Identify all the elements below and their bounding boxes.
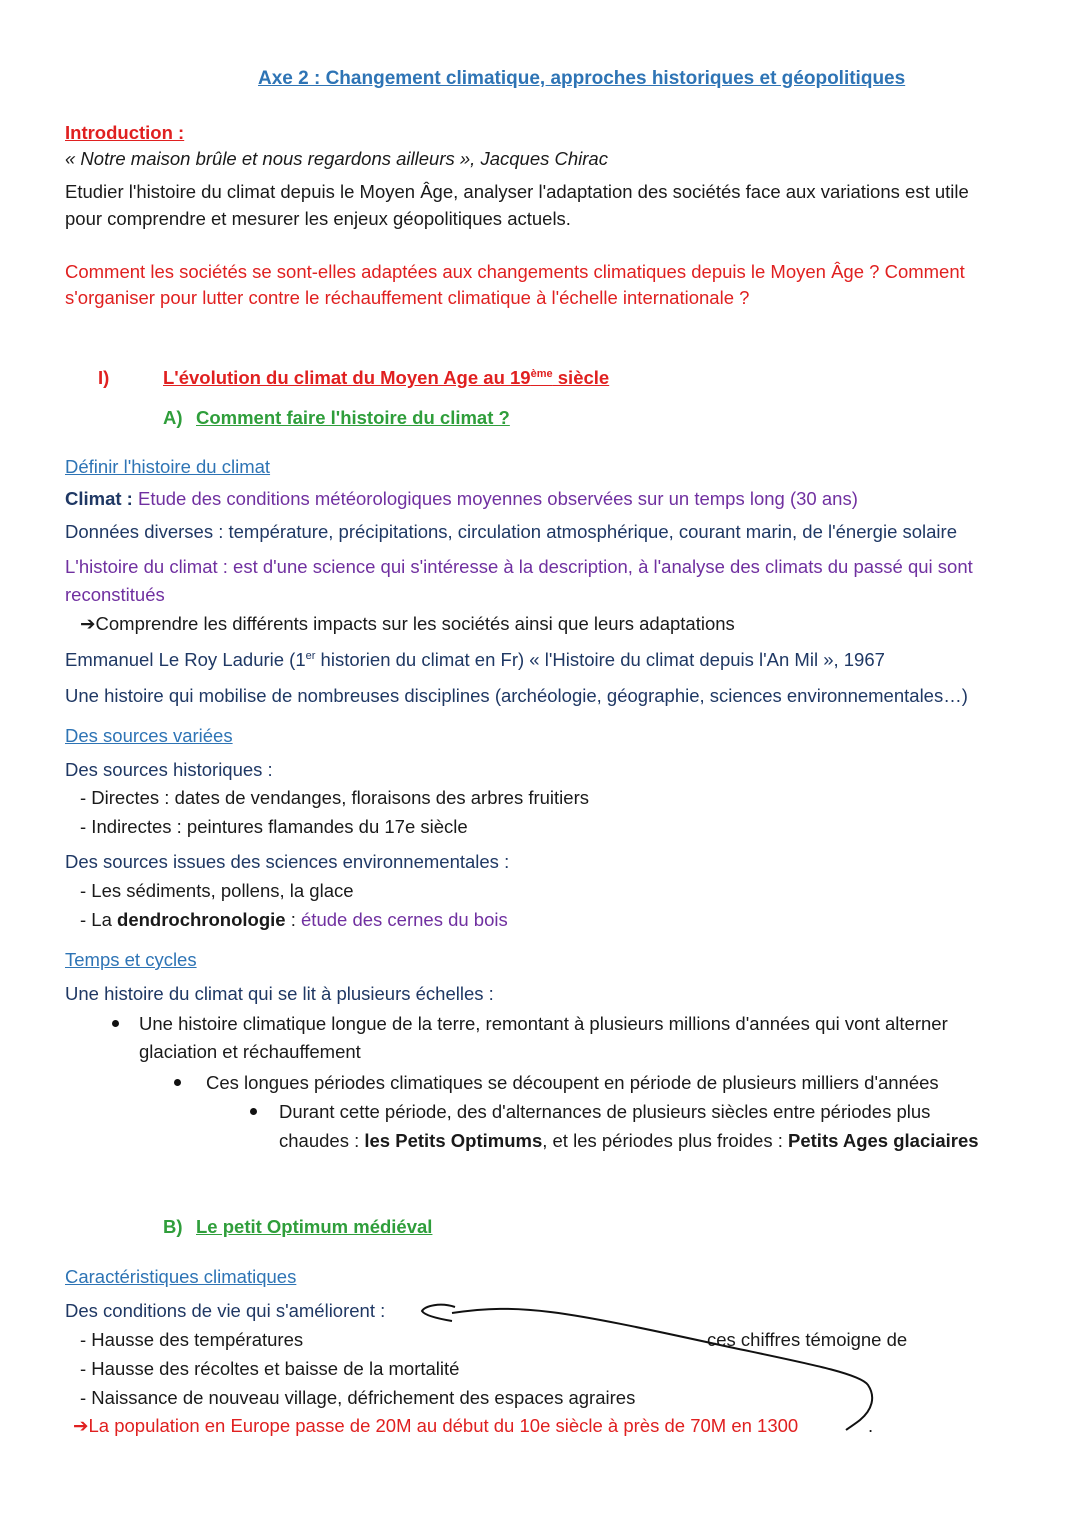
- sources-environnementales: Des sources issues des sciences environnementales :: [65, 851, 510, 872]
- conditions-line: Des conditions de vie qui s'améliorent :: [65, 1300, 386, 1321]
- intro-paragraph-line1: Etudier l'histoire du climat depuis le Moyen Âge, analyser l'adaptation des sociétés face aux variations est utile: [65, 181, 969, 202]
- subA-title: Comment faire l'histoire du climat ?: [196, 407, 510, 428]
- dendro-line: - La dendrochronologie : étude des cernes du bois: [80, 909, 508, 930]
- section-heading-sources: Des sources variées: [65, 725, 233, 746]
- population-line: ➔La population en Europe passe de 20M au début du 10e siècle à près de 70M en 1300: [73, 1415, 799, 1436]
- comprendre-line: ➔Comprendre les différents impacts sur les sociétés ainsi que leurs adaptations: [80, 613, 735, 634]
- subB-letter: B): [163, 1216, 183, 1237]
- arrow-right-icon: ➔: [80, 613, 96, 634]
- sources-directes: - Directes : dates de vendanges, floraisons des arbres fruitiers: [80, 787, 589, 808]
- part1-numeral: I): [98, 367, 110, 388]
- trailing-period: .: [868, 1415, 874, 1436]
- bullet3-line2: chaudes : les Petits Optimums, et les périodes plus froides : Petits Ages glaciaires: [279, 1130, 979, 1151]
- bullet2-line: Ces longues périodes climatiques se découpent en période de plusieurs milliers d'années: [206, 1072, 939, 1093]
- hausse-recoltes: - Hausse des récoltes et baisse de la mortalité: [80, 1358, 460, 1379]
- sources-sediments: - Les sédiments, pollens, la glace: [80, 880, 354, 901]
- handwritten-annotation: ces chiffres témoigne de: [707, 1329, 908, 1350]
- naissance-villages: - Naissance de nouveau village, défrichement des espaces agraires: [80, 1387, 636, 1408]
- histoire-line2: reconstitués: [65, 584, 165, 605]
- section-heading-caracteristiques: Caractéristiques climatiques: [65, 1266, 297, 1287]
- sources-historiques: Des sources historiques :: [65, 759, 273, 780]
- subA-letter: A): [163, 407, 183, 428]
- histoire-line1: L'histoire du climat : est d'une science qui s'intéresse à la description, à l'analyse des climats du passé qui sont: [65, 556, 973, 577]
- problem-line1: Comment les sociétés se sont-elles adaptées aux changements climatiques depuis le Moyen Âge ? Comment: [65, 261, 965, 282]
- hausse-temperatures: - Hausse des températures: [80, 1329, 304, 1350]
- bullet3-line1: Durant cette période, des d'alternances de plusieurs siècles entre périodes plus: [279, 1101, 931, 1122]
- bullet1-line2: glaciation et réchauffement: [139, 1041, 361, 1062]
- page-title: Axe 2 : Changement climatique, approches historiques et géopolitiques: [258, 68, 906, 89]
- arrow-right-icon: ➔: [73, 1415, 89, 1436]
- ladurie-line: Emmanuel Le Roy Ladurie (1er historien du climat en Fr) « l'Histoire du climat depuis l'An Mil », 1967: [65, 649, 885, 670]
- sources-indirectes: - Indirectes : peintures flamandes du 17e siècle: [80, 816, 468, 837]
- echelles-line: Une histoire du climat qui se lit à plusieurs échelles :: [65, 983, 494, 1004]
- bullet1-line1: Une histoire climatique longue de la terre, remontant à plusieurs millions d'années qui vont alterner: [139, 1013, 948, 1034]
- section-heading-temps: Temps et cycles: [65, 949, 197, 970]
- intro-quote: « Notre maison brûle et nous regardons ailleurs », Jacques Chirac: [65, 148, 608, 169]
- part1-title: L'évolution du climat du Moyen Age au 19ème siècle: [163, 367, 610, 388]
- section-heading-definir: Définir l'histoire du climat: [65, 456, 271, 477]
- subB-title: Le petit Optimum médiéval: [196, 1216, 433, 1237]
- disciplines-line: Une histoire qui mobilise de nombreuses disciplines (archéologie, géographie, sciences environnementales…): [65, 685, 968, 706]
- intro-paragraph-line2: pour comprendre et mesurer les enjeux géopolitiques actuels.: [65, 208, 571, 229]
- climat-definition: Climat : Etude des conditions météorologiques moyennes observées sur un temps long (30 ans): [65, 488, 858, 509]
- donnees-line: Données diverses : température, précipitations, circulation atmosphérique, courant marin, de l'énergie solaire: [65, 521, 957, 542]
- intro-heading: Introduction :: [65, 122, 185, 143]
- problem-line2: s'organiser pour lutter contre le réchauffement climatique à l'échelle internationale ?: [65, 287, 750, 308]
